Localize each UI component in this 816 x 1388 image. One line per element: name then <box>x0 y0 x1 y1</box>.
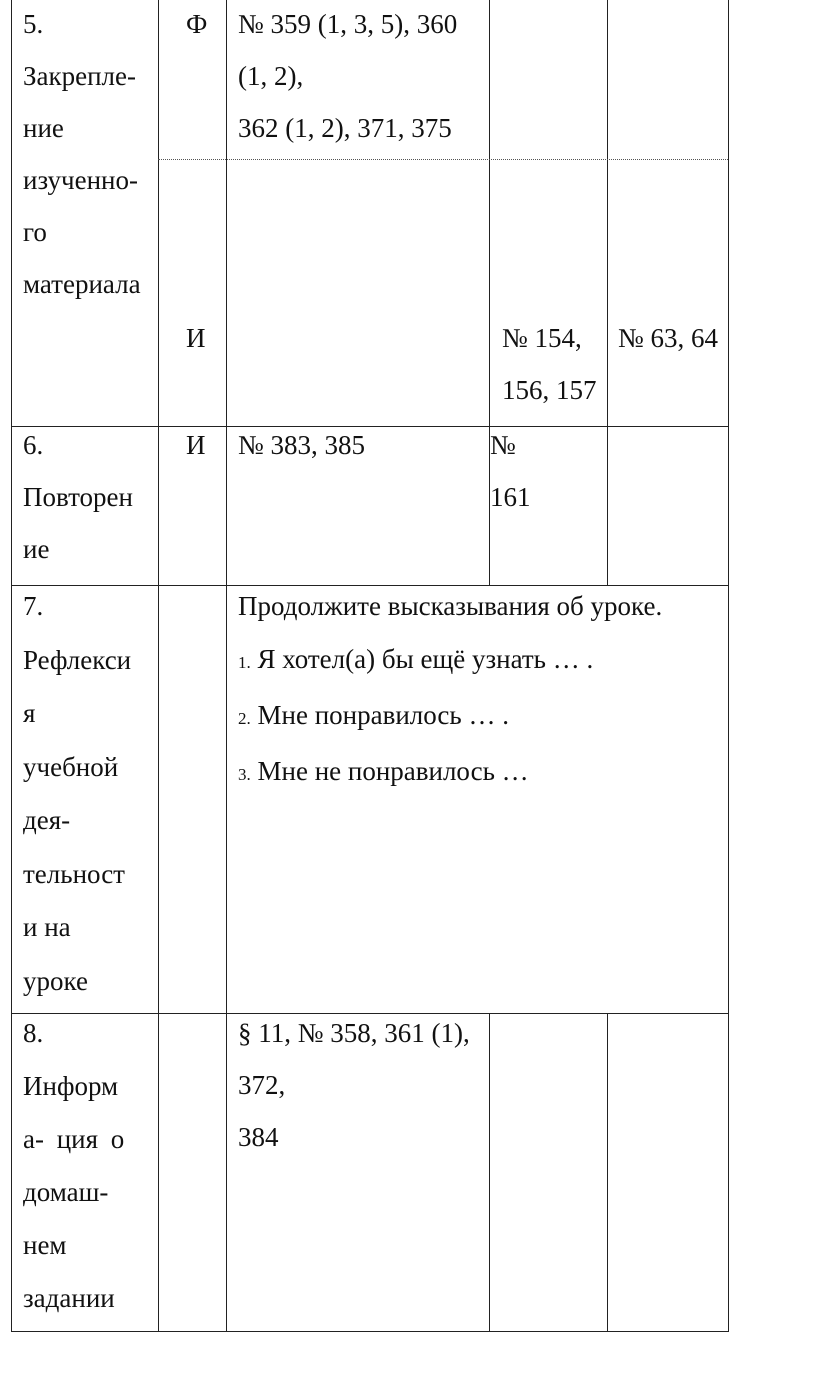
stage-line: дея- <box>23 805 71 835</box>
stage-line: задании <box>23 1283 115 1313</box>
stage-line: 7. <box>23 591 44 621</box>
stage-line: 8. <box>23 1018 44 1048</box>
item-number: 2. <box>238 709 251 728</box>
reflection-prompt: Продолжите высказывания об уроке. <box>238 591 663 621</box>
col5-cell-5: № 63, 64 <box>618 323 719 353</box>
tasks-line: 362 (1, 2), 371, 375 <box>238 113 452 143</box>
tasks-cell-6: № 383, 385 <box>238 430 366 460</box>
stage-line: учебной <box>23 751 119 782</box>
stage-line: Рефлекси <box>23 644 132 675</box>
stage-line: тельност <box>23 858 125 889</box>
stage-line: домаш- <box>23 1177 109 1207</box>
tasks-line: (1, 2), <box>238 61 304 91</box>
col4-line: 156, 157 <box>502 375 597 405</box>
stage-line: Закрепле- <box>23 61 137 91</box>
tasks-cell-8 <box>238 1007 470 1163</box>
item-number: 1. <box>238 653 251 672</box>
tasks-cell-5 <box>238 0 457 154</box>
col4-line: № <box>490 430 516 460</box>
col4-cell-5 <box>502 312 597 416</box>
reflection-item <box>238 633 593 689</box>
reflection-item <box>238 689 593 745</box>
item-text: Мне не понравилось … <box>257 756 529 786</box>
reflection-list <box>238 633 593 801</box>
stage-line: 6. <box>23 430 44 460</box>
item-text: Я хотел(а) бы ещё узнать … . <box>257 644 594 674</box>
form-cell-5-top: Ф <box>186 9 208 39</box>
stage-cell-7 <box>23 580 131 1008</box>
form-cell-6: И <box>186 430 206 460</box>
stage-line: ие <box>23 534 50 564</box>
item-text: Мне понравилось … . <box>257 700 509 730</box>
item-number: 3. <box>238 765 251 784</box>
tasks-line: 372, <box>238 1070 286 1100</box>
stage-line: го <box>23 217 47 247</box>
col4-line: 161 <box>490 482 531 512</box>
border-col4-upper <box>607 0 608 586</box>
col4-cell-6 <box>490 419 531 523</box>
stage-line: 5. <box>23 9 44 39</box>
stage-line: нем <box>23 1230 67 1260</box>
border-bottom <box>11 1331 729 1332</box>
stage-line: а- ция о <box>23 1124 125 1154</box>
border-col2 <box>226 0 227 1332</box>
border-col4-lower <box>607 1013 608 1332</box>
stage-cell-6 <box>23 419 133 575</box>
stage-line: уроке <box>23 965 88 996</box>
tasks-line: § 11, № 358, 361 (1), <box>238 1018 470 1048</box>
stage-line: и на <box>23 912 71 942</box>
tasks-line: 384 <box>238 1122 279 1152</box>
stage-cell-5 <box>23 0 141 310</box>
stage-line: я <box>23 698 36 728</box>
border-col1 <box>158 0 159 1332</box>
stage-line: Повторен <box>23 482 133 512</box>
col4-line: № 154, <box>502 323 582 353</box>
tasks-line: № 359 (1, 3, 5), 360 <box>238 9 458 39</box>
stage-line: Информ <box>23 1071 119 1101</box>
stage-cell-8 <box>23 1007 124 1325</box>
border-right <box>728 0 729 1332</box>
row5-divider <box>158 159 728 160</box>
stage-line: ние <box>23 113 64 143</box>
reflection-item <box>238 745 593 801</box>
stage-line: изученно- <box>23 165 139 195</box>
form-cell-5-bottom: И <box>186 323 206 353</box>
border-col3-lower <box>489 1013 490 1332</box>
border-left <box>11 0 12 1332</box>
stage-line: материала <box>23 269 141 299</box>
